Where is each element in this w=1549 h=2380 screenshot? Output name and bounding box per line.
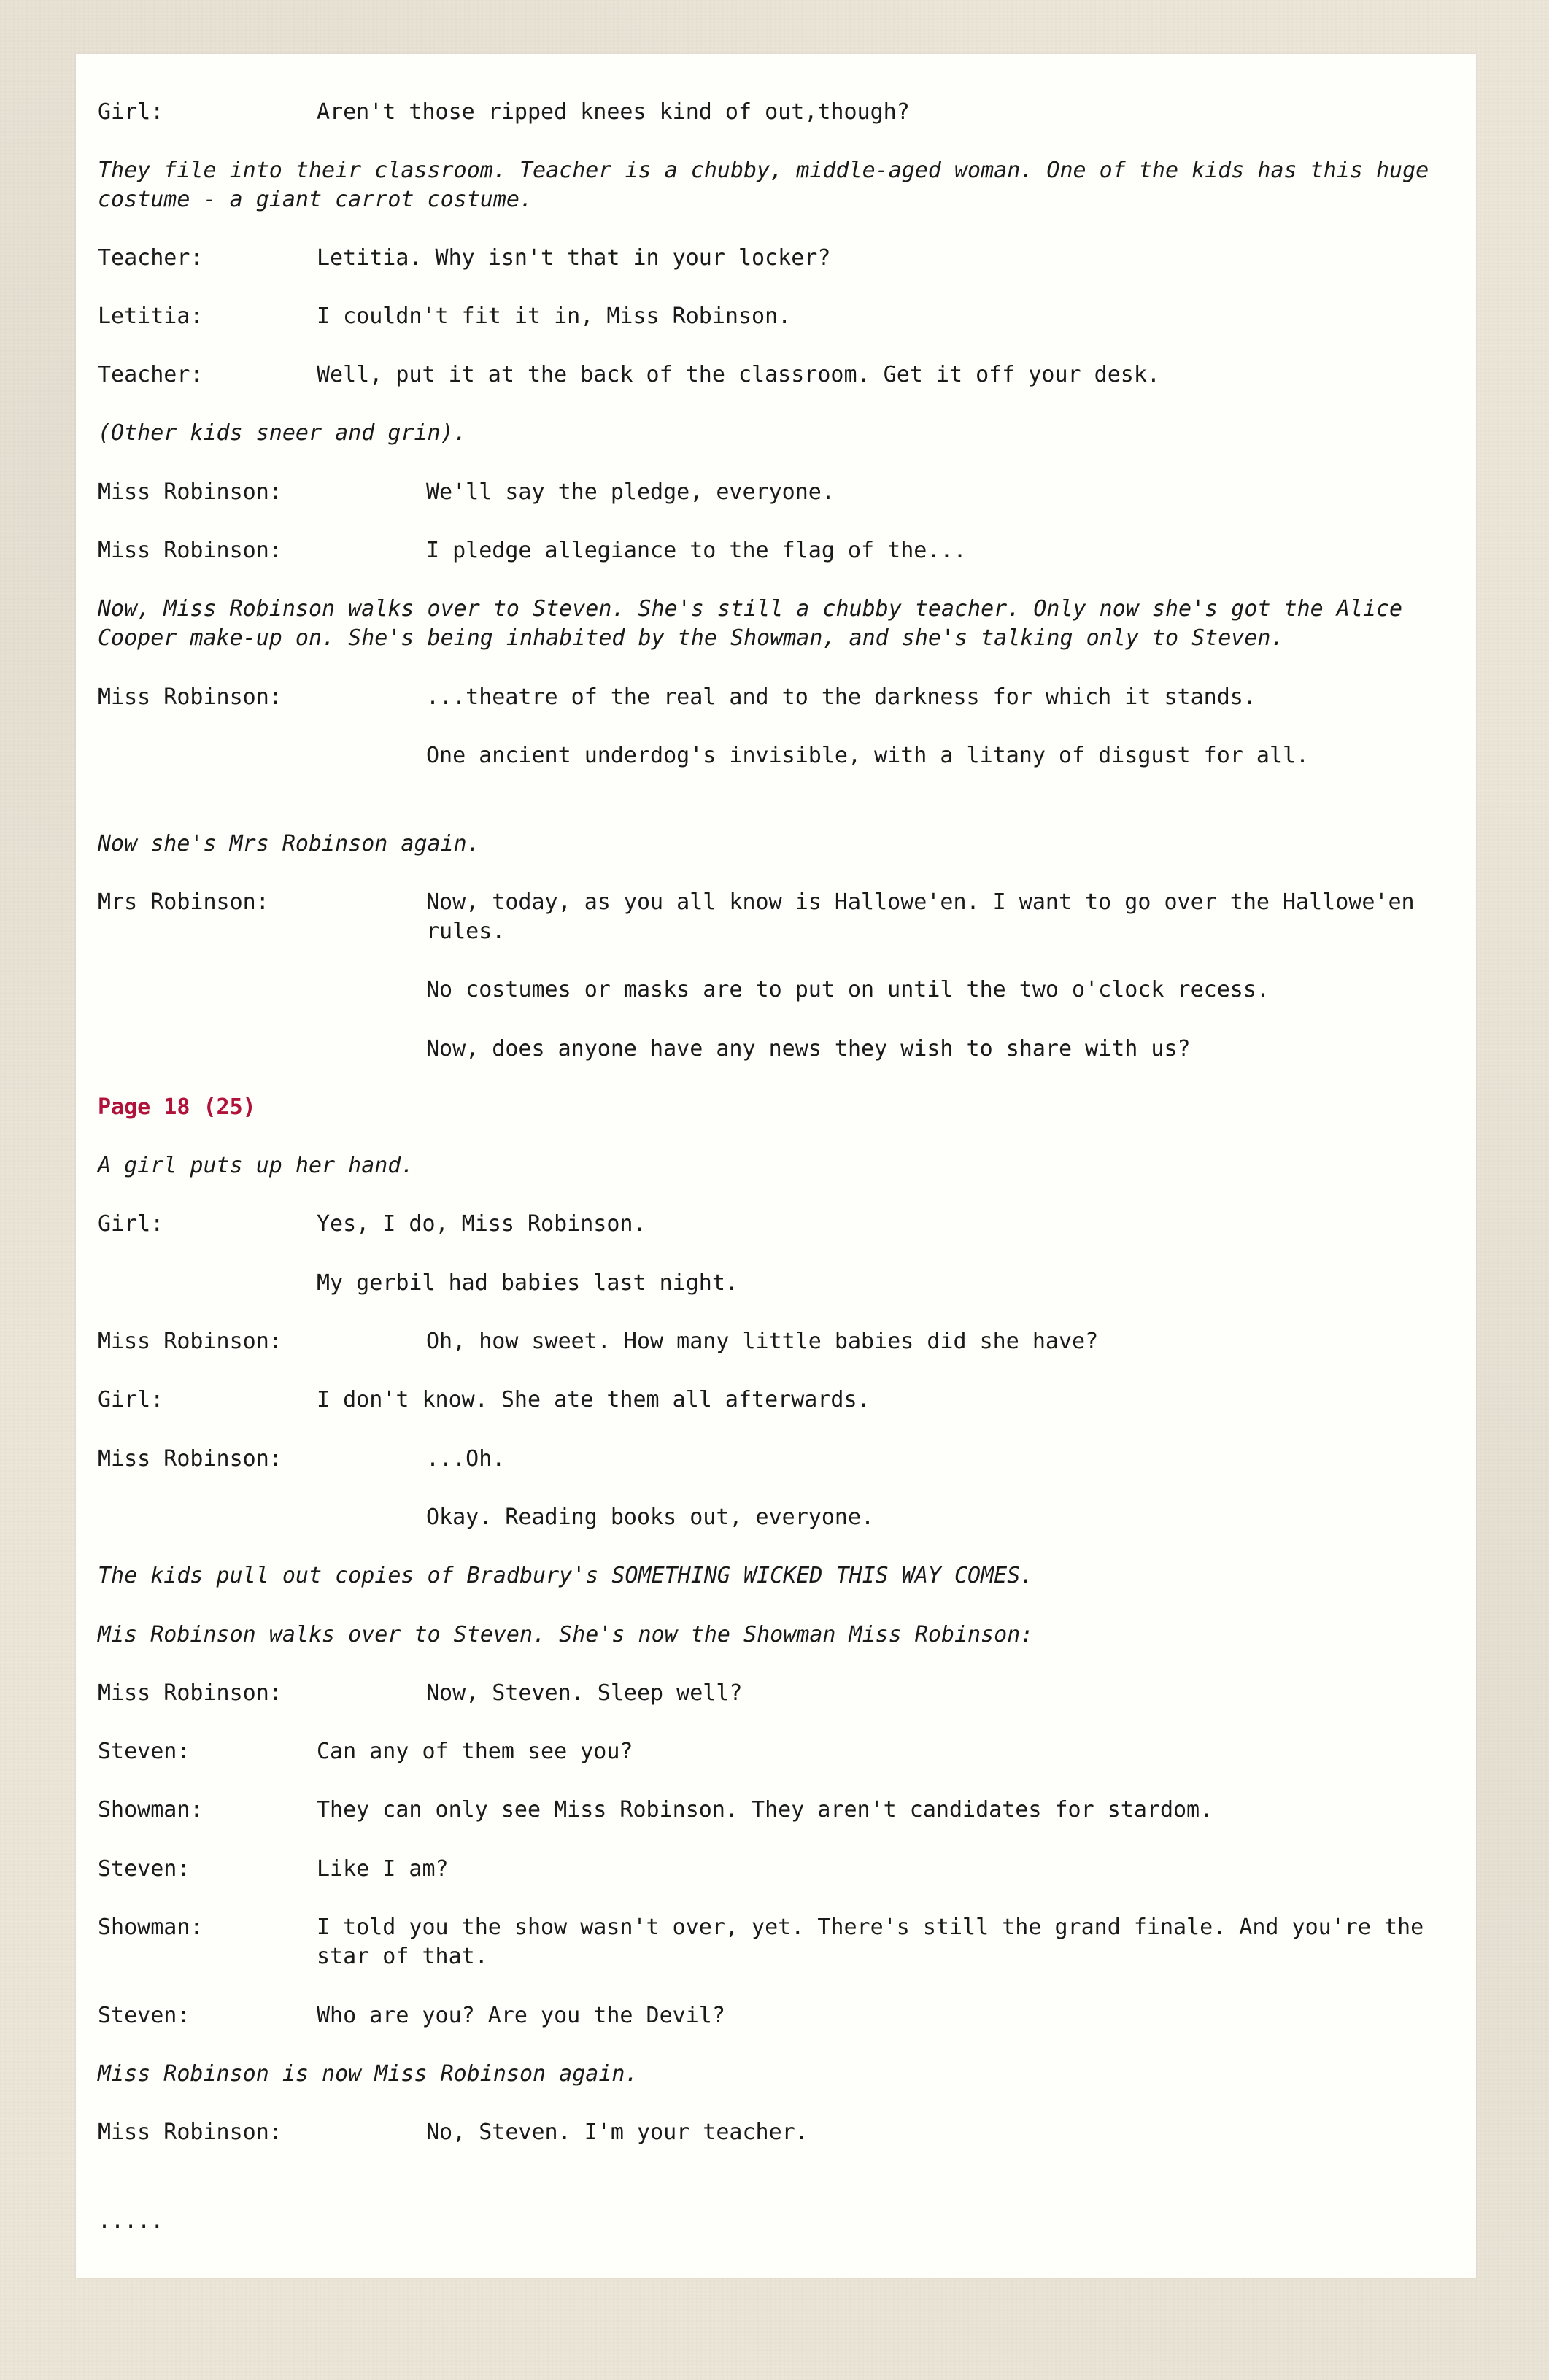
dialogue-text: ...theatre of the real and to the darkness for which it stands. [426, 684, 1256, 710]
speaker-name: Girl: [98, 1387, 164, 1413]
dialogue-text: Letitia. Why isn't that in your locker? [317, 245, 831, 271]
speaker-name: Girl: [98, 99, 164, 125]
speaker-name: Steven: [98, 1856, 190, 1882]
dialogue-text: ...Oh. [426, 1446, 506, 1472]
action-line: Now, Miss Robinson walks over to Steven. She's still a chubby teacher. Only now she's got the Alice Cooper make-up on. She's being inhabited by the Showman, and she's talking only to Steven. [98, 596, 1403, 651]
dialogue-text: They can only see Miss Robinson. They aren't candidates for stardom. [317, 1797, 1213, 1823]
dialogue-text: I told you the show wasn't over, yet. There's still the grand finale. And you're the star of that. [317, 1915, 1424, 1969]
script-page [76, 54, 1476, 2278]
ellipsis-line: ..... [98, 2208, 164, 2233]
dialogue-text: We'll say the pledge, everyone. [426, 479, 835, 505]
dialogue-text: Who are you? Are you the Devil? [317, 2003, 725, 2028]
speaker-name: Letitia: [98, 304, 204, 329]
dialogue-text: Aren't those ripped knees kind of out,though? [317, 99, 910, 125]
action-line: The kids pull out copies of Bradbury's SOMETHING WICKED THIS WAY COMES. [98, 1563, 1034, 1588]
speaker-name: Miss Robinson: [98, 684, 282, 710]
speaker-name: Showman: [98, 1915, 204, 1940]
dialogue-text: Yes, I do, Miss Robinson. [317, 1211, 646, 1237]
dialogue-text: Now, does anyone have any news they wish to share with us? [426, 1036, 1191, 1062]
dialogue-text: I couldn't fit it in, Miss Robinson. [317, 304, 792, 329]
speaker-name: Miss Robinson: [98, 1329, 282, 1354]
speaker-name: Miss Robinson: [98, 1446, 282, 1472]
page-heading: Page 18 (25) [98, 1094, 256, 1120]
speaker-name: Teacher: [98, 245, 204, 271]
speaker-name: Miss Robinson: [98, 2120, 282, 2145]
speaker-name: Steven: [98, 1739, 190, 1764]
dialogue-text: Can any of them see you? [317, 1739, 633, 1764]
speaker-name: Steven: [98, 2003, 190, 2028]
dialogue-text: I pledge allegiance to the flag of the... [426, 538, 967, 563]
dialogue-text: I don't know. She ate them all afterwards. [317, 1387, 870, 1413]
dialogue-text: Well, put it at the back of the classroom. Get it off your desk. [317, 362, 1160, 387]
speaker-name: Mrs Robinson: [98, 889, 269, 915]
dialogue-text: No, Steven. I'm your teacher. [426, 2120, 808, 2145]
dialogue-text: Like I am? [317, 1856, 449, 1882]
action-line: (Other kids sneer and grin). [98, 420, 467, 446]
speaker-name: Showman: [98, 1797, 204, 1823]
dialogue-text: Now, Steven. Sleep well? [426, 1680, 743, 1706]
speaker-name: Miss Robinson: [98, 538, 282, 563]
speaker-name: Miss Robinson: [98, 1680, 282, 1706]
dialogue-text: Okay. Reading books out, everyone. [426, 1504, 875, 1530]
dialogue-text: Oh, how sweet. How many little babies did she have? [426, 1329, 1099, 1354]
speaker-name: Girl: [98, 1211, 164, 1237]
dialogue-text: My gerbil had babies last night. [317, 1270, 738, 1296]
action-line: Now she's Mrs Robinson again. [98, 831, 480, 857]
action-line: Miss Robinson is now Miss Robinson again. [98, 2061, 638, 2087]
action-line: A girl puts up her hand. [98, 1153, 414, 1178]
dialogue-text: One ancient underdog's invisible, with a litany of disgust for all. [426, 743, 1310, 768]
speaker-name: Miss Robinson: [98, 479, 282, 505]
dialogue-text: No costumes or masks are to put on until the two o'clock recess. [426, 977, 1270, 1002]
dialogue-text: Now, today, as you all know is Hallowe'en. I want to go over the Hallowe'en rules. [426, 889, 1415, 944]
speaker-name: Teacher: [98, 362, 204, 387]
action-line: They file into their classroom. Teacher is a chubby, middle-aged woman. One of the kids has this huge costume - a giant carrot costume. [98, 158, 1429, 212]
action-line: Mis Robinson walks over to Steven. She's now the Showman Miss Robinson: [98, 1622, 1034, 1647]
